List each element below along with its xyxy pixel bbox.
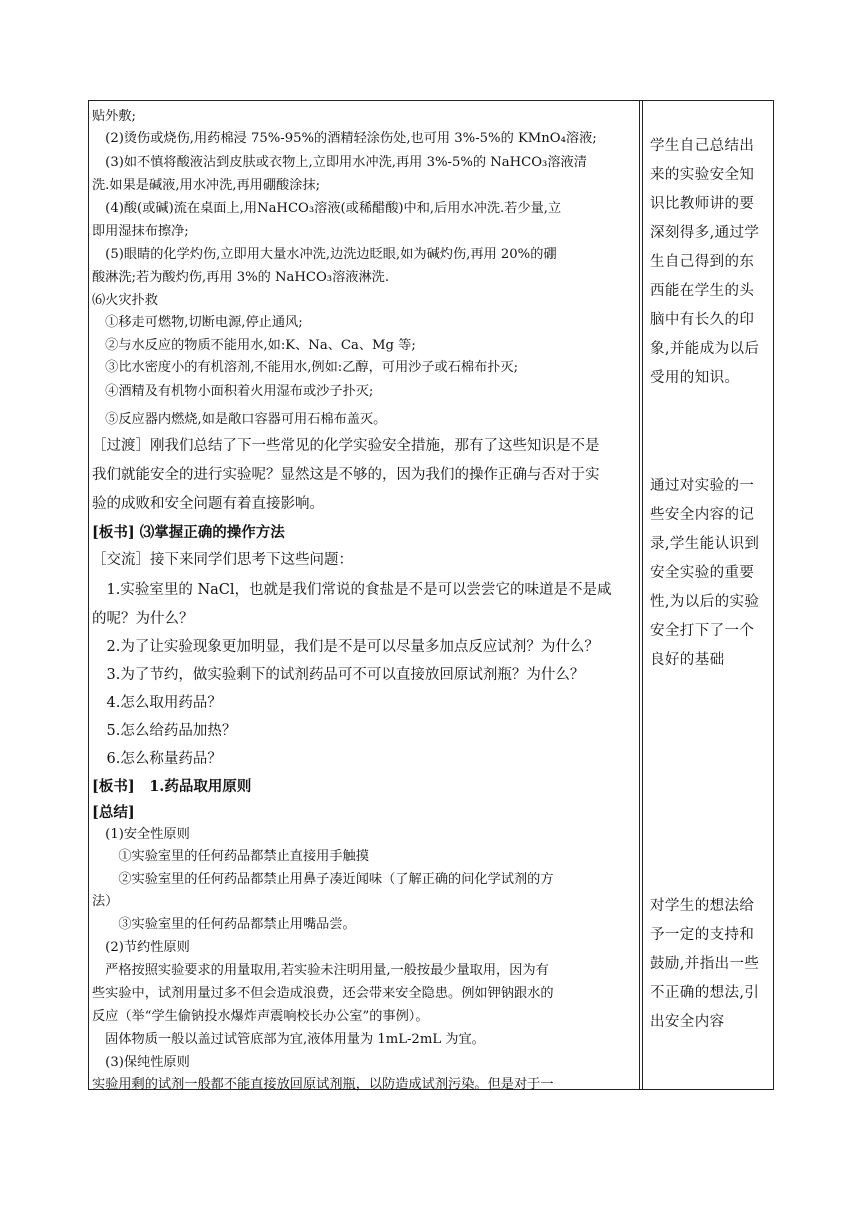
- content-line: ⑹火灾扑救: [92, 293, 158, 308]
- board-heading: [板书] ⑶掌握正确的操作方法: [92, 524, 285, 541]
- content-line: 2.为了让实验现象更加明显，我们是不是可以尽量多加点反应试剂？为什么？: [92, 639, 599, 655]
- side-note-line: 学生自己总结出: [650, 138, 755, 154]
- content-line: (3)保纯性原则: [92, 1055, 190, 1070]
- side-note-line: 生自己得到的东: [650, 254, 755, 270]
- side-note-line: 安全打下了一个: [650, 623, 755, 639]
- content-line: 6.怎么称量药品？: [92, 751, 222, 767]
- content-line: 验的成败和安全问题有着直接影响。: [92, 496, 324, 512]
- side-note-3: [650, 892, 768, 1037]
- column-divider-inner: [639, 100, 640, 1090]
- content-line: 固体物质一般以盖过试管底部为宜,液体用量为 1mL-2mL 为宜。: [92, 1032, 485, 1047]
- side-note-line: 安全实验的重要: [650, 565, 755, 581]
- content-line: 实验用剩的试剂一般都不能直接放回原试剂瓶，以防造成试剂污染。但是对于一: [92, 1077, 554, 1092]
- side-note-line: 鼓励,并指出一些: [650, 956, 760, 972]
- content-line: ③实验室里的任何药品都禁止用嘴品尝。: [92, 917, 356, 932]
- content-line: 严格按照实验要求的用量取用,若实验未注明用量,一般按最少量取用，因为有: [92, 963, 549, 978]
- content-line: ②与水反应的物质不能用水,如:K、Na、Ca、Mg 等;: [92, 338, 416, 353]
- content-line: ③比水密度小的有机溶剂,不能用水,例如:乙醇，可用沙子或石棉布扑灭;: [92, 360, 519, 375]
- content-line: 些实验中，试剂用量过多不但会造成浪费，还会带来安全隐患。例如钾钠跟水的: [92, 986, 554, 1001]
- content-line: ②实验室里的任何药品都禁止用鼻子凑近闻味（了解正确的问化学试剂的方: [92, 872, 554, 887]
- content-line: (5)眼睛的化学灼伤,立即用大量水冲洗,边洗边眨眼,如为碱灼伤,再用 20%的硼: [92, 247, 557, 262]
- content-line: 贴外敷;: [92, 109, 137, 124]
- content-line: ［交流］接下来同学们思考下这些问题：: [92, 552, 353, 568]
- side-note-line: 识比教师讲的要: [650, 196, 755, 212]
- side-note-line: 性,为以后的实验: [650, 594, 760, 610]
- content-line: 1.实验室里的 NaCl，也就是我们常说的食盐是不是可以尝尝它的味道是不是咸: [92, 582, 612, 598]
- side-note-line: 通过对实验的一: [650, 478, 755, 494]
- side-note-line: 深刻得多,通过学: [650, 225, 760, 241]
- content-line: (1)安全性原则: [92, 827, 190, 842]
- content-line: ①移走可燃物,切断电源,停止通风;: [92, 315, 303, 330]
- content-line: 我们就能安全的进行实验呢？显然这是不够的，因为我们的操作正确与否对于实: [92, 467, 600, 483]
- side-note-2: [650, 472, 768, 675]
- content-line: 酸淋洗;若为酸灼伤,再用 3%的 NaHCO₃溶液淋洗.: [92, 270, 390, 285]
- content-line: ④酒精及有机物小面积着火用湿布或沙子扑灭;: [92, 384, 374, 399]
- content-line: (2)烫伤或烧伤,用药棉浸 75%-95%的酒精轻涂伤处,也可用 3%-5%的 KMnO₄溶液;: [92, 131, 597, 146]
- content-line: 洗.如果是碱液,用水冲洗,再用硼酸涂抹;: [92, 178, 321, 193]
- content-line: (4)酸(或碱)流在桌面上,用NaHCO₃溶液(或稀醋酸)中和,后用水冲洗.若少量,立: [92, 201, 562, 216]
- content-line: 5.怎么给药品加热？: [92, 723, 237, 739]
- side-note-line: 录,学生能认识到: [650, 536, 760, 552]
- content-line: 4.怎么取用药品？: [92, 695, 222, 711]
- content-line: 法）: [92, 894, 119, 909]
- side-note-line: 受用的知识。: [650, 370, 740, 386]
- column-divider: [642, 100, 643, 1090]
- content-line: 3.为了节约，做实验剩下的试剂药品可不可以直接放回原试剂瓶？为什么？: [92, 667, 585, 683]
- content-line: (3)如不慎将酸液沾到皮肤或衣物上,立即用水冲洗,再用 3%-5%的 NaHCO₃溶液清: [92, 155, 587, 170]
- side-note-line: 良好的基础: [650, 652, 725, 668]
- side-note-line: 不正确的想法,引: [650, 985, 760, 1001]
- board-heading: [板书] 1.药品取用原则: [92, 778, 252, 795]
- side-note-line: 来的实验安全知: [650, 167, 755, 183]
- content-line: ［过渡］刚我们总结了下一些常见的化学实验安全措施，那有了这些知识是不是: [92, 438, 600, 454]
- side-note-line: 西能在学生的头: [650, 283, 755, 299]
- content-line: 反应（举“学生偷钠投水爆炸声震响校长办公室”的事例）。: [92, 1009, 429, 1024]
- content-line: 即用湿抹布擦净;: [92, 224, 189, 239]
- side-note-line: 对学生的想法给: [650, 898, 755, 914]
- content-line: (2)节约性原则: [92, 940, 190, 955]
- content-line: ①实验室里的任何药品都禁止直接用手触摸: [92, 849, 369, 864]
- side-note-line: 些安全内容的记: [650, 507, 755, 523]
- side-note-1: [650, 132, 768, 393]
- summary-heading: [总结]: [92, 804, 135, 821]
- side-note-line: 出安全内容: [650, 1014, 725, 1030]
- side-note-line: 脑中有长久的印: [650, 312, 755, 328]
- side-note-line: 予一定的支持和: [650, 927, 755, 943]
- content-line: ⑤反应器内燃烧,如是敞口容器可用石棉布盖灭。: [92, 412, 387, 427]
- content-line: 的呢？为什么？: [92, 611, 194, 627]
- side-note-line: 象,并能成为以后: [650, 341, 760, 357]
